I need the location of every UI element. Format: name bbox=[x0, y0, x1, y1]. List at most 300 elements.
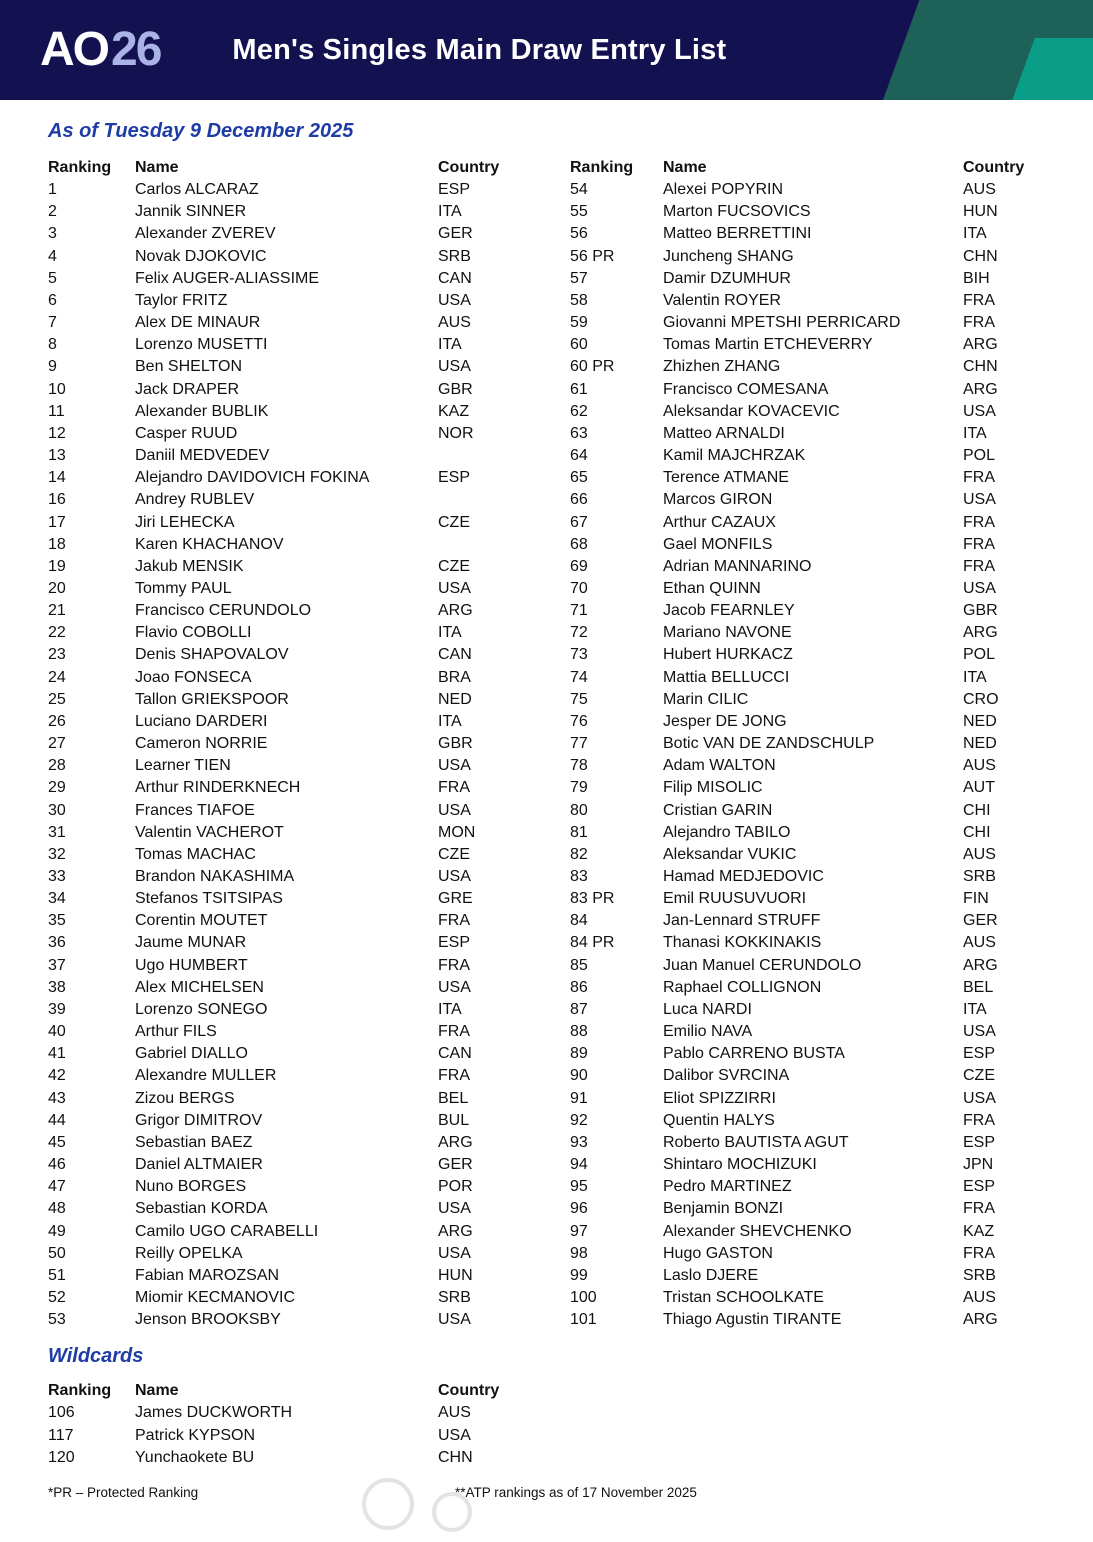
country-cell: FIN bbox=[963, 890, 989, 908]
ranking-cell: 85 bbox=[570, 956, 588, 974]
country-cell: AUS bbox=[963, 181, 996, 199]
country-cell: FRA bbox=[438, 912, 470, 930]
table-row bbox=[48, 1309, 570, 1331]
name-cell: Aleksandar VUKIC bbox=[663, 845, 797, 863]
country-cell: ESP bbox=[438, 934, 471, 952]
table-row bbox=[570, 356, 1045, 378]
name-cell: Taylor FRITZ bbox=[135, 291, 228, 309]
name-cell: Tomas MACHAC bbox=[135, 845, 256, 863]
ranking-cell: 117 bbox=[48, 1426, 74, 1444]
table-row bbox=[48, 689, 570, 711]
ranking-cell: 89 bbox=[570, 1045, 588, 1063]
table-row bbox=[48, 600, 570, 622]
table-row bbox=[570, 401, 1045, 423]
pr-footnote: *PR – Protected Ranking bbox=[48, 1484, 199, 1500]
ranking-cell: 47 bbox=[48, 1178, 66, 1196]
ranking-cell: 37 bbox=[48, 956, 66, 974]
name-cell: Karen KHACHANOV bbox=[135, 535, 284, 553]
country-cell: SRB bbox=[438, 1288, 471, 1306]
name-cell: Emil RUUSUVUORI bbox=[663, 890, 807, 908]
ranking-cell: 11 bbox=[48, 402, 65, 420]
name-cell: Alexander ZVEREV bbox=[135, 225, 276, 243]
table-row bbox=[48, 1088, 570, 1110]
country-cell: USA bbox=[438, 291, 471, 309]
table-header-row bbox=[48, 157, 570, 179]
table-row bbox=[48, 977, 570, 999]
ranking-cell: 56 bbox=[570, 225, 588, 243]
country-cell: JPN bbox=[963, 1156, 994, 1174]
name-cell: Cristian GARIN bbox=[663, 801, 773, 819]
footnotes bbox=[48, 1485, 1045, 1500]
ranking-cell: 56 PR bbox=[570, 247, 615, 265]
entry-list-right-column bbox=[570, 157, 1045, 1331]
country-cell: ESP bbox=[963, 1045, 996, 1063]
country-cell: POR bbox=[438, 1178, 473, 1196]
name-cell: Jaume MUNAR bbox=[135, 934, 247, 952]
ranking-cell: 20 bbox=[48, 579, 66, 597]
name-cell: Thanasi KOKKINAKIS bbox=[663, 934, 822, 952]
column-header-name: Name bbox=[663, 159, 707, 176]
table-row bbox=[48, 268, 570, 290]
country-cell: CRO bbox=[963, 690, 999, 708]
name-cell: Arthur CAZAUX bbox=[663, 513, 776, 531]
name-cell: Damir DZUMHUR bbox=[663, 269, 791, 287]
table-row bbox=[48, 910, 570, 932]
ranking-cell: 31 bbox=[48, 823, 66, 841]
country-cell: FRA bbox=[438, 779, 470, 797]
ao-logo-text: AO bbox=[40, 23, 108, 76]
name-cell: Marton FUCSOVICS bbox=[663, 203, 811, 221]
table-row bbox=[48, 622, 570, 644]
table-row bbox=[570, 334, 1045, 356]
country-cell: POL bbox=[963, 646, 996, 664]
ranking-cell: 88 bbox=[570, 1023, 588, 1041]
table-row bbox=[48, 379, 570, 401]
ranking-cell: 51 bbox=[48, 1266, 66, 1284]
ranking-cell: 87 bbox=[570, 1000, 588, 1018]
table-row bbox=[570, 223, 1045, 245]
column-header-country: Country bbox=[963, 159, 1025, 176]
country-cell: GER bbox=[438, 225, 473, 243]
name-cell: Ethan QUINN bbox=[663, 579, 761, 597]
ranking-cell: 1 bbox=[48, 181, 57, 199]
table-row bbox=[48, 556, 570, 578]
country-cell: FRA bbox=[963, 1244, 995, 1262]
country-cell: CAN bbox=[438, 646, 472, 664]
country-cell: CAN bbox=[438, 1045, 472, 1063]
name-cell: Jiri LEHECKA bbox=[135, 513, 235, 531]
country-cell: USA bbox=[963, 1089, 996, 1107]
column-header-name: Name bbox=[135, 1382, 179, 1400]
ranking-cell: 34 bbox=[48, 890, 66, 908]
ranking-cell: 120 bbox=[48, 1448, 75, 1466]
ranking-cell: 32 bbox=[48, 845, 66, 863]
country-cell: USA bbox=[438, 801, 471, 819]
country-cell: ARG bbox=[438, 602, 473, 620]
country-cell: SRB bbox=[438, 247, 471, 265]
ao26-logo bbox=[40, 23, 161, 76]
name-cell: Stefanos TSITSIPAS bbox=[135, 890, 283, 908]
country-cell: ARG bbox=[438, 1133, 473, 1151]
column-header-ranking: Ranking bbox=[48, 159, 112, 176]
country-cell: NED bbox=[963, 712, 997, 730]
name-cell: Jan-Lennard STRUFF bbox=[663, 912, 821, 930]
name-cell: Francisco COMESANA bbox=[663, 380, 829, 398]
country-cell: ESP bbox=[438, 469, 471, 487]
name-cell: Brandon NAKASHIMA bbox=[135, 868, 295, 885]
country-cell: BUL bbox=[438, 1111, 470, 1129]
country-cell: ARG bbox=[963, 624, 998, 642]
country-cell: CHN bbox=[963, 358, 998, 376]
name-cell: Carlos ALCARAZ bbox=[135, 181, 259, 199]
table-row bbox=[48, 356, 570, 378]
table-row bbox=[48, 1402, 570, 1424]
name-cell: Alejandro DAVIDOVICH FOKINA bbox=[135, 469, 370, 487]
table-row bbox=[570, 578, 1045, 600]
country-cell: ESP bbox=[963, 1178, 996, 1196]
ranking-cell: 26 bbox=[48, 712, 66, 730]
name-cell: Alexander SHEVCHENKO bbox=[663, 1222, 852, 1240]
ranking-cell: 70 bbox=[570, 579, 588, 597]
table-header-row bbox=[570, 157, 1045, 179]
ranking-cell: 66 bbox=[570, 491, 588, 509]
name-cell: Casper RUUD bbox=[135, 424, 238, 442]
ranking-cell: 84 bbox=[570, 912, 588, 930]
ranking-cell: 43 bbox=[48, 1089, 66, 1107]
name-cell: Mariano NAVONE bbox=[663, 624, 792, 642]
as-of-date: As of Tuesday 9 December 2025 bbox=[48, 120, 354, 142]
country-cell: FRA bbox=[963, 469, 995, 487]
table-row bbox=[570, 1287, 1045, 1309]
table-row bbox=[48, 777, 570, 799]
country-cell: FRA bbox=[963, 1200, 995, 1218]
country-cell: USA bbox=[438, 1426, 471, 1444]
ranking-cell: 18 bbox=[48, 535, 66, 553]
ranking-cell: 41 bbox=[48, 1045, 66, 1063]
ranking-cell: 25 bbox=[48, 690, 66, 708]
name-cell: Pablo CARRENO BUSTA bbox=[663, 1045, 845, 1063]
table-row bbox=[48, 1154, 570, 1176]
country-cell: GER bbox=[963, 912, 998, 930]
ranking-cell: 6 bbox=[48, 291, 57, 309]
ranking-cell: 55 bbox=[570, 203, 588, 221]
country-cell: USA bbox=[438, 757, 471, 775]
country-cell: ITA bbox=[963, 1000, 987, 1018]
name-cell: Thiago Agustin TIRANTE bbox=[663, 1311, 842, 1329]
name-cell: Marcos GIRON bbox=[663, 491, 773, 509]
name-cell: Hugo GASTON bbox=[663, 1244, 773, 1262]
country-cell bbox=[438, 445, 570, 467]
ranking-cell: 83 bbox=[570, 868, 588, 885]
country-cell: USA bbox=[963, 1023, 996, 1041]
country-cell: GBR bbox=[438, 380, 473, 398]
ranking-cell: 45 bbox=[48, 1133, 66, 1151]
document-body bbox=[0, 120, 1093, 1500]
table-row bbox=[570, 290, 1045, 312]
table-row bbox=[570, 201, 1045, 223]
country-cell: ITA bbox=[963, 424, 987, 442]
table-row bbox=[48, 866, 570, 888]
country-cell: GRE bbox=[438, 890, 473, 908]
table-row bbox=[48, 1132, 570, 1154]
table-row bbox=[570, 179, 1045, 201]
entry-list-tables bbox=[48, 157, 1045, 1331]
name-cell: Roberto BAUTISTA AGUT bbox=[663, 1133, 849, 1151]
ranking-cell: 27 bbox=[48, 735, 66, 753]
ranking-cell: 23 bbox=[48, 646, 66, 664]
table-row bbox=[570, 556, 1045, 578]
name-cell: Luca NARDI bbox=[663, 1000, 752, 1018]
table-row bbox=[48, 1265, 570, 1287]
ranking-cell: 49 bbox=[48, 1222, 66, 1240]
table-row bbox=[48, 644, 570, 666]
ranking-cell: 57 bbox=[570, 269, 588, 287]
ranking-cell: 97 bbox=[570, 1222, 588, 1240]
country-cell: AUS bbox=[438, 1404, 471, 1422]
ranking-cell: 106 bbox=[48, 1404, 75, 1422]
ranking-cell: 60 bbox=[570, 336, 588, 354]
table-row bbox=[570, 1021, 1045, 1043]
country-cell: GER bbox=[438, 1156, 473, 1174]
country-cell: CHI bbox=[963, 801, 991, 819]
name-cell: Raphael COLLIGNON bbox=[663, 978, 822, 996]
ranking-cell: 90 bbox=[570, 1067, 588, 1085]
table-row bbox=[570, 777, 1045, 799]
name-cell: Miomir KECMANOVIC bbox=[135, 1288, 296, 1306]
name-cell: Valentin ROYER bbox=[663, 291, 781, 309]
ranking-cell: 29 bbox=[48, 779, 66, 797]
name-cell: Ugo HUMBERT bbox=[135, 956, 248, 974]
ranking-cell: 81 bbox=[570, 823, 588, 841]
table-row bbox=[570, 1176, 1045, 1198]
ranking-cell: 53 bbox=[48, 1311, 66, 1329]
ranking-cell: 83 PR bbox=[570, 890, 615, 908]
ranking-cell: 59 bbox=[570, 314, 588, 332]
table-row bbox=[570, 1243, 1045, 1265]
country-cell: FRA bbox=[963, 513, 995, 531]
table-row bbox=[570, 1221, 1045, 1243]
country-cell: ITA bbox=[963, 225, 987, 243]
country-cell: CZE bbox=[438, 513, 470, 531]
table-row bbox=[570, 888, 1045, 910]
name-cell: Ben SHELTON bbox=[135, 358, 243, 376]
name-cell: Tristan SCHOOLKATE bbox=[663, 1288, 824, 1306]
table-row bbox=[48, 223, 570, 245]
name-cell: Alexei POPYRIN bbox=[663, 181, 784, 199]
ranking-cell: 30 bbox=[48, 801, 66, 819]
country-cell: ESP bbox=[438, 181, 471, 199]
ranking-cell: 76 bbox=[570, 712, 588, 730]
ranking-cell: 92 bbox=[570, 1111, 588, 1129]
country-cell: USA bbox=[438, 868, 471, 885]
country-cell: AUS bbox=[438, 314, 471, 332]
table-row bbox=[570, 1088, 1045, 1110]
country-cell: ITA bbox=[438, 624, 462, 642]
name-cell: Corentin MOUTET bbox=[135, 912, 268, 930]
country-cell: ESP bbox=[963, 1133, 996, 1151]
name-cell: Matteo BERRETTINI bbox=[663, 225, 812, 243]
table-row bbox=[570, 1154, 1045, 1176]
name-cell: Marin CILIC bbox=[663, 690, 749, 708]
page-title: Men's Singles Main Draw Entry List bbox=[232, 33, 727, 66]
table-row bbox=[48, 423, 570, 445]
country-cell: USA bbox=[438, 978, 471, 996]
country-cell: FRA bbox=[963, 291, 995, 309]
table-row bbox=[48, 955, 570, 977]
ranking-cell: 62 bbox=[570, 402, 588, 420]
table-row bbox=[570, 932, 1045, 954]
table-row bbox=[570, 644, 1045, 666]
country-cell: USA bbox=[438, 1311, 471, 1329]
ranking-cell: 42 bbox=[48, 1067, 66, 1085]
table-row bbox=[570, 1065, 1045, 1087]
name-cell: Yunchaokete BU bbox=[135, 1448, 255, 1466]
name-cell: Arthur RINDERKNECH bbox=[135, 779, 301, 797]
table-row bbox=[570, 955, 1045, 977]
country-cell: ARG bbox=[438, 1222, 473, 1240]
ranking-cell: 13 bbox=[48, 447, 66, 465]
ranking-cell: 22 bbox=[48, 624, 66, 642]
ranking-cell: 74 bbox=[570, 668, 588, 686]
ranking-cell: 69 bbox=[570, 557, 588, 575]
table-row bbox=[48, 711, 570, 733]
ranking-cell: 80 bbox=[570, 801, 588, 819]
ranking-cell: 67 bbox=[570, 513, 588, 531]
country-cell: FRA bbox=[438, 956, 470, 974]
name-cell: Zizou BERGS bbox=[135, 1089, 235, 1107]
country-cell: GBR bbox=[438, 735, 473, 753]
country-cell: AUT bbox=[963, 779, 995, 797]
country-cell: ITA bbox=[438, 203, 462, 221]
table-row bbox=[48, 888, 570, 910]
name-cell: Gabriel DIALLO bbox=[135, 1045, 248, 1063]
table-row bbox=[570, 423, 1045, 445]
name-cell: Mattia BELLUCCI bbox=[663, 668, 790, 686]
table-row bbox=[48, 1221, 570, 1243]
ao-logo-year: 26 bbox=[111, 23, 161, 76]
name-cell: Felix AUGER-ALIASSIME bbox=[135, 269, 320, 287]
table-row bbox=[570, 246, 1045, 268]
country-cell: BEL bbox=[963, 978, 994, 996]
table-row bbox=[48, 534, 570, 556]
country-cell: FRA bbox=[963, 535, 995, 553]
ranking-cell: 72 bbox=[570, 624, 588, 642]
table-row bbox=[48, 1425, 570, 1447]
ranking-cell: 71 bbox=[570, 602, 588, 620]
name-cell: Pedro MARTINEZ bbox=[663, 1178, 792, 1196]
name-cell: Fabian MAROZSAN bbox=[135, 1266, 280, 1284]
table-row bbox=[48, 290, 570, 312]
ranking-cell: 68 bbox=[570, 535, 588, 553]
ranking-cell: 35 bbox=[48, 912, 66, 930]
table-row bbox=[570, 445, 1045, 467]
name-cell: Cameron NORRIE bbox=[135, 735, 268, 753]
country-cell: USA bbox=[438, 579, 471, 597]
table-row bbox=[48, 179, 570, 201]
ranking-cell: 7 bbox=[48, 314, 57, 332]
ranking-cell: 60 PR bbox=[570, 358, 615, 376]
table-row bbox=[48, 1176, 570, 1198]
country-cell: ARG bbox=[963, 380, 998, 398]
country-cell: CZE bbox=[963, 1067, 995, 1085]
ranking-cell: 33 bbox=[48, 868, 66, 885]
column-header-ranking: Ranking bbox=[570, 159, 634, 176]
country-cell: BRA bbox=[438, 668, 471, 686]
country-cell: USA bbox=[963, 579, 996, 597]
table-row bbox=[48, 489, 570, 511]
ranking-cell: 44 bbox=[48, 1111, 66, 1129]
ranking-cell: 19 bbox=[48, 557, 66, 575]
ranking-cell: 101 bbox=[570, 1311, 597, 1329]
name-cell: Adrian MANNARINO bbox=[663, 557, 812, 575]
table-row bbox=[570, 711, 1045, 733]
name-cell: Frances TIAFOE bbox=[135, 801, 255, 819]
name-cell: Lorenzo MUSETTI bbox=[135, 336, 268, 354]
country-cell: USA bbox=[963, 402, 996, 420]
country-cell: NED bbox=[963, 735, 997, 753]
table-row bbox=[570, 1198, 1045, 1220]
atp-footnote: **ATP rankings as of 17 November 2025 bbox=[455, 1484, 697, 1500]
table-row bbox=[570, 999, 1045, 1021]
table-row bbox=[48, 1110, 570, 1132]
ranking-cell: 40 bbox=[48, 1023, 66, 1041]
table-row bbox=[48, 733, 570, 755]
name-cell: Jacob FEARNLEY bbox=[663, 602, 795, 620]
table-row bbox=[570, 512, 1045, 534]
ranking-cell: 79 bbox=[570, 779, 588, 797]
table-row bbox=[570, 755, 1045, 777]
name-cell: Reilly OPELKA bbox=[135, 1244, 243, 1262]
table-row bbox=[570, 1110, 1045, 1132]
country-cell: HUN bbox=[963, 203, 998, 221]
ranking-cell: 8 bbox=[48, 336, 57, 354]
country-cell bbox=[438, 534, 570, 556]
country-cell: KAZ bbox=[963, 1222, 995, 1240]
country-cell: AUS bbox=[963, 845, 996, 863]
name-cell: Dalibor SVRCINA bbox=[663, 1067, 790, 1085]
table-row bbox=[48, 201, 570, 223]
column-header-country: Country bbox=[438, 1382, 500, 1400]
ranking-cell: 4 bbox=[48, 247, 57, 265]
name-cell: Nuno BORGES bbox=[135, 1178, 247, 1196]
name-cell: Learner TIEN bbox=[135, 757, 231, 775]
table-row bbox=[570, 534, 1045, 556]
country-cell: CAN bbox=[438, 269, 472, 287]
name-cell: Adam WALTON bbox=[663, 757, 776, 775]
country-cell: ARG bbox=[963, 1311, 998, 1329]
ranking-cell: 95 bbox=[570, 1178, 588, 1196]
country-cell: ITA bbox=[438, 712, 462, 730]
country-cell: POL bbox=[963, 447, 996, 465]
ranking-cell: 84 PR bbox=[570, 934, 615, 952]
name-cell: Laslo DJERE bbox=[663, 1266, 759, 1284]
country-cell: FRA bbox=[438, 1067, 470, 1085]
country-cell: ITA bbox=[438, 336, 462, 354]
name-cell: Juncheng SHANG bbox=[663, 247, 794, 265]
name-cell: Tallon GRIEKSPOOR bbox=[135, 690, 289, 708]
country-cell: FRA bbox=[963, 314, 995, 332]
table-row bbox=[570, 667, 1045, 689]
ranking-cell: 17 bbox=[48, 513, 66, 531]
ranking-cell: 36 bbox=[48, 934, 66, 952]
country-cell: ITA bbox=[438, 1000, 462, 1018]
ranking-cell: 10 bbox=[48, 380, 66, 398]
table-row bbox=[48, 246, 570, 268]
country-cell: NED bbox=[438, 690, 472, 708]
table-row bbox=[570, 822, 1045, 844]
table-row bbox=[48, 755, 570, 777]
name-cell: Novak DJOKOVIC bbox=[135, 247, 267, 265]
